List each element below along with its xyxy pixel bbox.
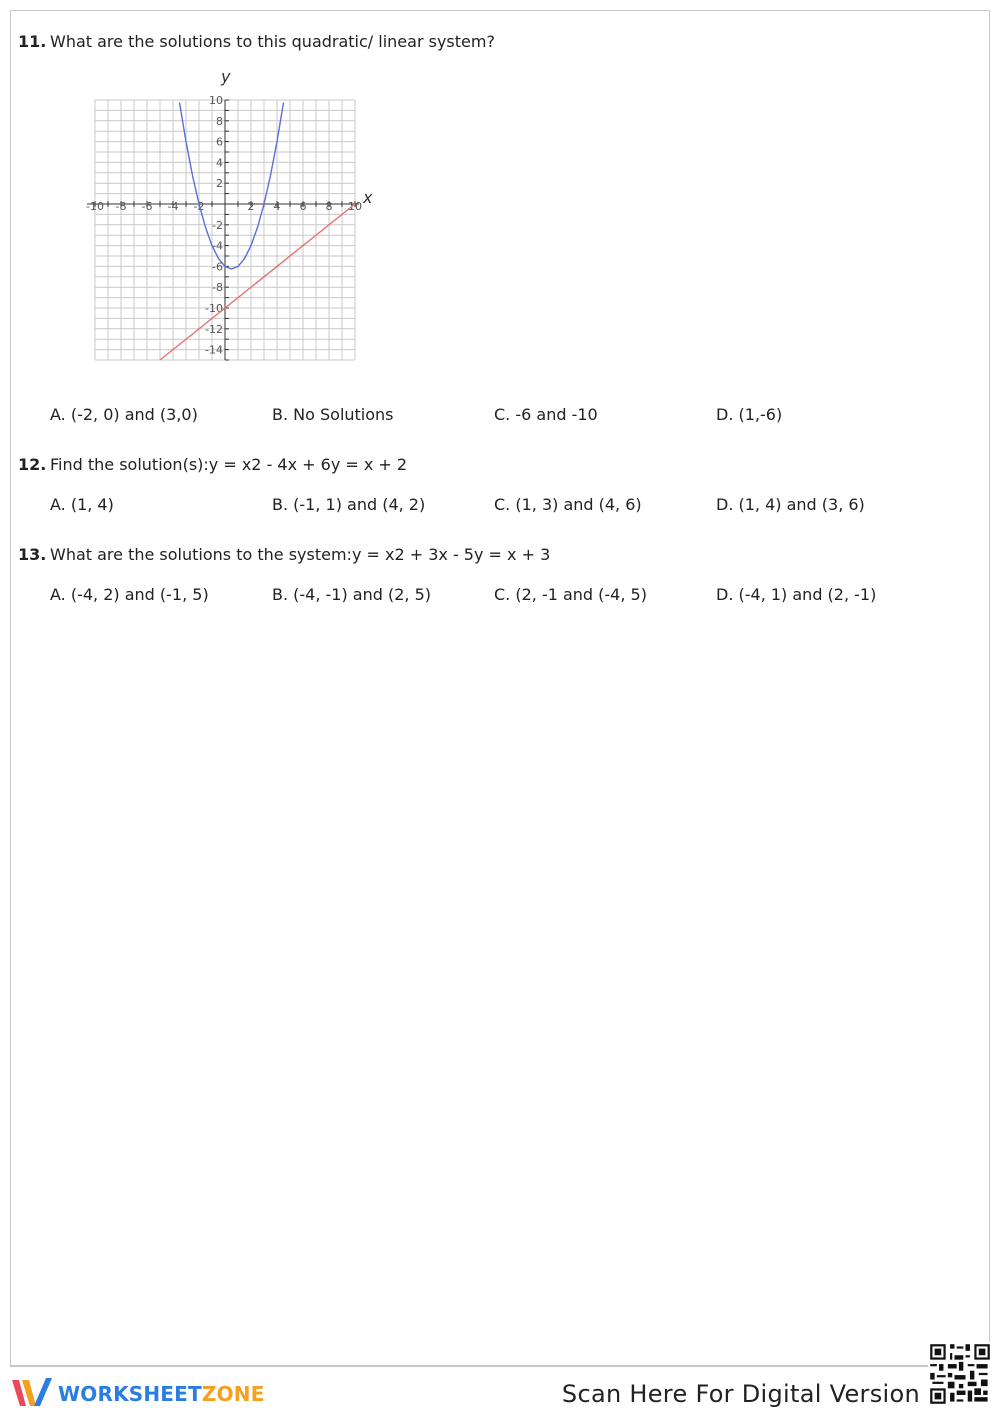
y-tick-label: -2	[212, 218, 223, 232]
question-12-choices	[50, 495, 940, 514]
x-tick-label: 8	[325, 200, 333, 213]
w-logo-icon	[10, 1376, 54, 1412]
y-tick-label: -12	[205, 322, 223, 336]
question-number: 11.	[18, 32, 47, 51]
question-text: What are the solutions to this quadratic/ linear system?	[50, 32, 495, 51]
brand-zone: ZONE	[201, 1382, 265, 1406]
footer-divider	[10, 1366, 990, 1367]
y-tick-label: -6	[212, 260, 223, 274]
qr-code-icon[interactable]	[928, 1342, 992, 1406]
x-tick-label: 10	[348, 200, 362, 213]
worksheetzone-logo[interactable]	[10, 1376, 265, 1412]
choice-d[interactable]: D. (1, 4) and (3, 6)	[716, 495, 865, 514]
x-tick-label: 4	[273, 200, 281, 213]
choice-a[interactable]: A. (-2, 0) and (3,0)	[50, 405, 198, 424]
choice-c[interactable]: C. (1, 3) and (4, 6)	[494, 495, 642, 514]
question-11-choices	[50, 405, 940, 424]
x-tick-label: -10	[86, 200, 104, 213]
choice-d[interactable]: D. (-4, 1) and (2, -1)	[716, 585, 877, 604]
choice-b[interactable]: B. No Solutions	[272, 405, 394, 424]
y-axis-label: y	[221, 67, 231, 86]
y-tick-label: 2	[216, 177, 223, 191]
y-tick-label: -8	[212, 281, 223, 295]
x-tick-label: -6	[141, 200, 153, 213]
choice-c[interactable]: C. -6 and -10	[494, 405, 598, 424]
quadratic-linear-graph	[72, 62, 372, 362]
y-tick-label: -4	[212, 239, 223, 253]
question-12	[18, 455, 958, 474]
choice-b[interactable]: B. (-1, 1) and (4, 2)	[272, 495, 426, 514]
x-axis-label: x	[363, 188, 372, 207]
graph-svg	[72, 62, 372, 362]
question-number: 12.	[18, 455, 47, 474]
x-tick-label: -2	[193, 200, 205, 213]
choice-c[interactable]: C. (2, -1 and (-4, 5)	[494, 585, 647, 604]
scan-instruction: Scan Here For Digital Version	[561, 1380, 920, 1408]
y-tick-label: 4	[216, 156, 223, 170]
x-tick-label: -4	[167, 200, 179, 213]
question-13	[18, 545, 958, 564]
question-number: 13.	[18, 545, 47, 564]
choice-b[interactable]: B. (-4, -1) and (2, 5)	[272, 585, 431, 604]
y-tick-label: -10	[205, 302, 223, 315]
choice-a[interactable]: A. (1, 4)	[50, 495, 114, 514]
brand-worksheet: WORKSHEET	[58, 1382, 202, 1406]
parabola-series	[180, 103, 284, 269]
x-tick-label: 2	[247, 200, 255, 213]
y-tick-label: 6	[216, 135, 223, 149]
y-tick-label: 8	[216, 114, 223, 128]
question-text: Find the solution(s):y = x2 - 4x + 6y = x + 2	[50, 455, 408, 474]
question-text: What are the solutions to the system:y = x2 + 3x - 5y = x + 3	[50, 545, 551, 564]
choice-d[interactable]: D. (1,-6)	[716, 405, 783, 424]
x-tick-label: -8	[115, 200, 127, 213]
x-tick-label: 6	[299, 200, 307, 213]
y-tick-label: -14	[205, 343, 223, 357]
y-tick-label: 10	[209, 94, 223, 107]
question-13-choices	[50, 585, 940, 604]
question-11	[18, 32, 958, 51]
choice-a[interactable]: A. (-4, 2) and (-1, 5)	[50, 585, 209, 604]
